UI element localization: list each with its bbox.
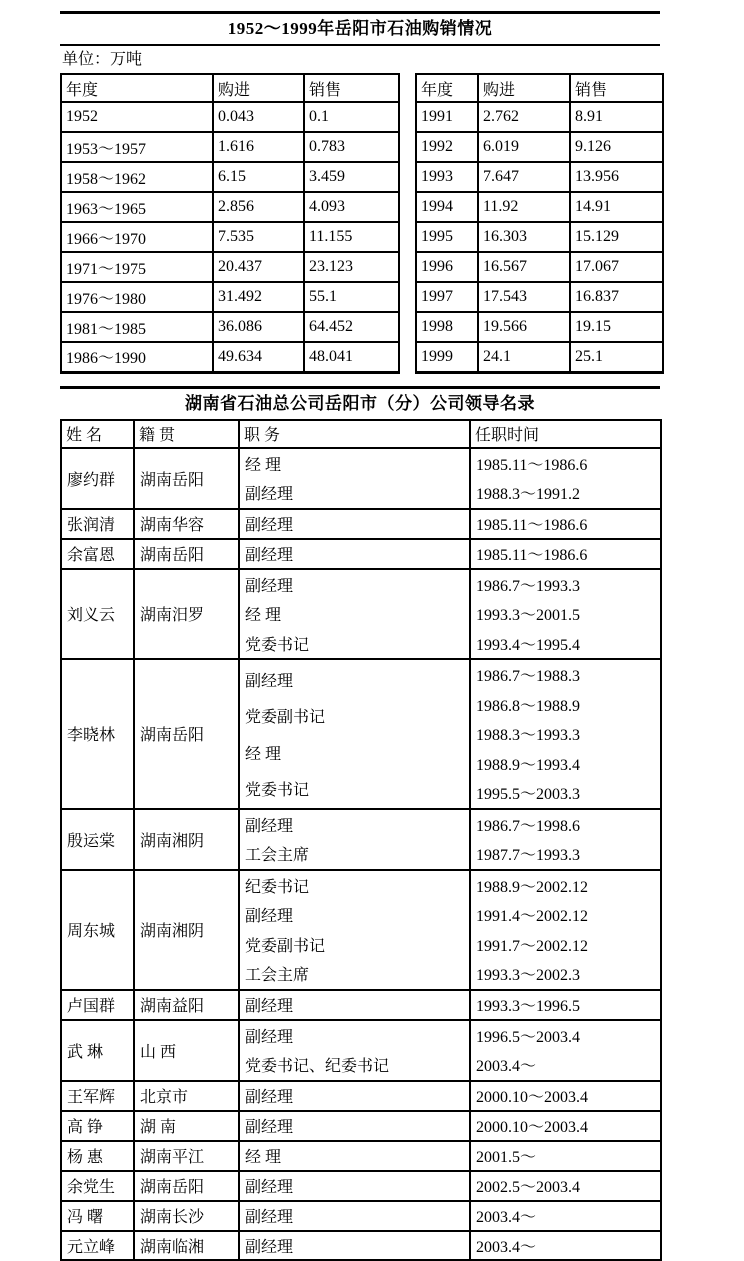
purchase-cell: 19.566 <box>478 312 570 342</box>
col-header-year: 年度 <box>416 74 478 102</box>
tenure-entry: 1991.7～2002.12 <box>476 937 589 955</box>
col-header-origin: 籍 贯 <box>134 420 239 448</box>
year-cell: 1995 <box>416 222 478 252</box>
position-entry: 经 理 <box>245 456 282 474</box>
leader-tenures: 2003.4～ <box>470 1201 661 1231</box>
position-entry: 副经理 <box>245 486 294 504</box>
purchase-cell: 49.634 <box>213 342 304 372</box>
table-row <box>61 1171 661 1201</box>
leader-positions <box>239 569 470 660</box>
leader-positions <box>239 1020 470 1081</box>
col-header-sales: 销售 <box>304 74 399 102</box>
petro-table-title: 1952～1999年岳阳市石油购销情况 <box>227 19 493 38</box>
position-entry: 副经理 <box>245 672 294 690</box>
sales-cell: 64.452 <box>304 312 399 342</box>
table-header-row <box>61 420 661 448</box>
leaders-table-title: 湖南省石油总公司岳阳市（分）公司领导名录 <box>185 393 535 413</box>
col-header-year: 年度 <box>61 74 213 102</box>
leader-tenures <box>470 809 661 870</box>
leader-tenures: 2001.5～ <box>470 1141 661 1171</box>
leader-name: 冯 曙 <box>61 1201 134 1231</box>
table-row <box>61 1020 661 1081</box>
position-entry: 党委副书记 <box>245 709 326 726</box>
table-row <box>61 1111 661 1141</box>
sales-cell: 9.126 <box>570 132 663 162</box>
tenure-entry: 1988.9～1993.4 <box>476 756 581 774</box>
leader-positions: 副经理 <box>239 1111 470 1141</box>
purchase-cell: 20.437 <box>213 252 304 282</box>
leader-name: 元立峰 <box>61 1231 134 1261</box>
unit-label: 单位：万吨 <box>62 51 143 68</box>
leader-tenures <box>470 659 661 809</box>
leader-positions <box>239 659 470 809</box>
table-row <box>416 282 663 312</box>
leader-name: 高 铮 <box>61 1111 134 1141</box>
purchase-cell: 2.762 <box>478 102 570 132</box>
year-cell: 1963～1965 <box>61 192 213 222</box>
table-row <box>61 342 399 372</box>
purchase-cell: 11.92 <box>478 192 570 222</box>
sales-cell: 0.1 <box>304 102 399 132</box>
leader-origin: 湖南湘阴 <box>134 809 239 870</box>
tenure-entry: 2003.4～ <box>476 1058 537 1076</box>
position-entry: 工会主席 <box>245 847 310 865</box>
table-row <box>416 162 663 192</box>
table-row <box>61 162 399 192</box>
position-entry: 副经理 <box>245 577 294 595</box>
table-row <box>61 222 399 252</box>
leader-tenures: 2000.10～2003.4 <box>470 1081 661 1111</box>
year-cell: 1999 <box>416 342 478 372</box>
purchase-cell: 31.492 <box>213 282 304 312</box>
tenure-entry: 1986.7～1998.6 <box>476 817 581 835</box>
year-cell: 1952 <box>61 102 213 132</box>
leader-name: 廖约群 <box>61 448 134 509</box>
leaders-table <box>60 419 662 1261</box>
petro-tables <box>60 73 660 374</box>
leader-origin: 湖南岳阳 <box>134 1171 239 1201</box>
table-row <box>61 192 399 222</box>
tenure-entry: 1988.3～1993.3 <box>476 727 581 745</box>
sales-cell: 25.1 <box>570 342 663 372</box>
tenure-entry: 1991.4～2002.12 <box>476 908 589 926</box>
leader-positions: 副经理 <box>239 539 470 569</box>
leader-tenures: 2003.4～ <box>470 1231 661 1261</box>
leader-origin: 山 西 <box>134 1020 239 1081</box>
col-header-position: 职 务 <box>239 420 470 448</box>
col-header-sales: 销售 <box>570 74 663 102</box>
col-header-name: 姓 名 <box>61 420 134 448</box>
leader-tenures <box>470 448 661 509</box>
leader-name: 刘义云 <box>61 569 134 660</box>
leader-positions: 副经理 <box>239 1081 470 1111</box>
table-row <box>61 1201 661 1231</box>
table-header-row <box>61 74 399 102</box>
leader-positions <box>239 870 470 990</box>
position-entry: 副经理 <box>245 908 294 926</box>
purchase-cell: 6.019 <box>478 132 570 162</box>
leader-origin: 湖南平江 <box>134 1141 239 1171</box>
purchase-cell: 1.616 <box>213 132 304 162</box>
tenure-entry: 1995.5～2003.3 <box>476 786 581 804</box>
leader-origin: 湖南临湘 <box>134 1231 239 1261</box>
sales-cell: 17.067 <box>570 252 663 282</box>
year-cell: 1996 <box>416 252 478 282</box>
purchase-cell: 0.043 <box>213 102 304 132</box>
tenure-entry: 1996.5～2003.4 <box>476 1028 581 1046</box>
sales-cell: 19.15 <box>570 312 663 342</box>
position-entry: 党委书记 <box>245 636 310 654</box>
year-cell: 1958～1962 <box>61 162 213 192</box>
leader-origin: 湖南汨罗 <box>134 569 239 660</box>
leader-origin: 湖南岳阳 <box>134 659 239 809</box>
year-cell: 1986～1990 <box>61 342 213 372</box>
leader-origin: 湖南华容 <box>134 509 239 539</box>
table-row <box>61 870 661 990</box>
tenure-entry: 1988.9～2002.12 <box>476 878 589 896</box>
year-cell: 1971～1975 <box>61 252 213 282</box>
sales-cell: 11.155 <box>304 222 399 252</box>
sales-cell: 14.91 <box>570 192 663 222</box>
leader-name: 武 琳 <box>61 1020 134 1081</box>
leader-name: 周东城 <box>61 870 134 990</box>
leader-name: 余党生 <box>61 1171 134 1201</box>
position-entry: 党委副书记 <box>245 937 326 955</box>
sales-cell: 16.837 <box>570 282 663 312</box>
table-row <box>61 569 661 660</box>
purchase-cell: 6.15 <box>213 162 304 192</box>
table-row <box>61 509 661 539</box>
sales-cell: 15.129 <box>570 222 663 252</box>
sales-cell: 4.093 <box>304 192 399 222</box>
leader-positions: 副经理 <box>239 509 470 539</box>
leader-tenures: 1985.11～1986.6 <box>470 539 661 569</box>
purchase-cell: 16.303 <box>478 222 570 252</box>
leader-tenures: 2002.5～2003.4 <box>470 1171 661 1201</box>
position-entry: 经 理 <box>245 745 282 763</box>
leader-positions: 经 理 <box>239 1141 470 1171</box>
table-row <box>61 1141 661 1171</box>
table-row <box>61 809 661 870</box>
year-cell: 1981～1985 <box>61 312 213 342</box>
position-entry: 党委书记 <box>245 782 310 799</box>
document-content <box>60 0 660 1261</box>
position-entry: 党委书记、纪委书记 <box>245 1058 390 1076</box>
leader-positions: 副经理 <box>239 990 470 1020</box>
year-cell: 1998 <box>416 312 478 342</box>
table-row <box>416 102 663 132</box>
table-row <box>61 659 661 809</box>
leader-origin: 湖南长沙 <box>134 1201 239 1231</box>
year-cell: 1976～1980 <box>61 282 213 312</box>
table-row <box>416 342 663 372</box>
purchase-cell: 24.1 <box>478 342 570 372</box>
tenure-entry: 1988.3～1991.2 <box>476 486 581 504</box>
table-row <box>416 132 663 162</box>
sales-cell: 23.123 <box>304 252 399 282</box>
purchase-cell: 16.567 <box>478 252 570 282</box>
tenure-entry: 1985.11～1986.6 <box>476 456 588 474</box>
sales-cell: 3.459 <box>304 162 399 192</box>
position-entry: 工会主席 <box>245 967 310 985</box>
year-cell: 1997 <box>416 282 478 312</box>
leader-positions: 副经理 <box>239 1231 470 1261</box>
table-row <box>61 102 399 132</box>
year-cell: 1966～1970 <box>61 222 213 252</box>
leader-origin: 湖南岳阳 <box>134 448 239 509</box>
col-header-tenure: 任职时间 <box>470 420 661 448</box>
col-header-purchase: 购进 <box>478 74 570 102</box>
tenure-entry: 1993.3～2002.3 <box>476 967 581 985</box>
table-row <box>61 990 661 1020</box>
tenure-entry: 1986.7～1988.3 <box>476 668 581 686</box>
purchase-cell: 7.647 <box>478 162 570 192</box>
leader-positions: 副经理 <box>239 1171 470 1201</box>
table-row <box>61 1081 661 1111</box>
leader-name: 王军辉 <box>61 1081 134 1111</box>
year-cell: 1991 <box>416 102 478 132</box>
leader-origin: 湖南湘阴 <box>134 870 239 990</box>
purchase-cell: 17.543 <box>478 282 570 312</box>
leader-origin: 湖 南 <box>134 1111 239 1141</box>
tenure-entry: 1986.7～1993.3 <box>476 577 581 595</box>
leader-tenures <box>470 870 661 990</box>
leader-name: 张润清 <box>61 509 134 539</box>
leader-name: 杨 惠 <box>61 1141 134 1171</box>
leader-name: 李晓林 <box>61 659 134 809</box>
sales-cell: 48.041 <box>304 342 399 372</box>
leader-positions <box>239 809 470 870</box>
leader-origin: 北京市 <box>134 1081 239 1111</box>
leader-tenures <box>470 1020 661 1081</box>
table-row <box>61 539 661 569</box>
table-row <box>61 252 399 282</box>
sales-cell: 8.91 <box>570 102 663 132</box>
table-row <box>61 312 399 342</box>
table-row <box>61 1231 661 1261</box>
year-cell: 1992 <box>416 132 478 162</box>
leader-tenures: 2000.10～2003.4 <box>470 1111 661 1141</box>
leader-name: 殷运棠 <box>61 809 134 870</box>
table-row <box>416 312 663 342</box>
petro-table-left <box>60 73 400 374</box>
leader-positions: 副经理 <box>239 1201 470 1231</box>
petro-table-right <box>415 73 664 374</box>
table-row <box>416 222 663 252</box>
leader-origin: 湖南岳阳 <box>134 539 239 569</box>
leader-name: 卢国群 <box>61 990 134 1020</box>
sales-cell: 13.956 <box>570 162 663 192</box>
year-cell: 1994 <box>416 192 478 222</box>
leader-origin: 湖南益阳 <box>134 990 239 1020</box>
sales-cell: 0.783 <box>304 132 399 162</box>
table-row <box>416 252 663 282</box>
leader-positions <box>239 448 470 509</box>
table-row <box>416 192 663 222</box>
leader-tenures: 1985.11～1986.6 <box>470 509 661 539</box>
leader-tenures <box>470 569 661 660</box>
year-cell: 1993 <box>416 162 478 192</box>
table-row <box>61 282 399 312</box>
col-header-purchase: 购进 <box>213 74 304 102</box>
tenure-entry: 1993.3～2001.5 <box>476 607 581 625</box>
table-row <box>61 448 661 509</box>
tenure-entry: 1987.7～1993.3 <box>476 847 581 865</box>
position-entry: 纪委书记 <box>245 878 310 896</box>
sales-cell: 55.1 <box>304 282 399 312</box>
tenure-entry: 1986.8～1988.9 <box>476 697 581 715</box>
position-entry: 副经理 <box>245 1028 294 1046</box>
position-entry: 经 理 <box>245 607 282 625</box>
leader-name: 余富恩 <box>61 539 134 569</box>
purchase-cell: 7.535 <box>213 222 304 252</box>
leader-tenures: 1993.3～1996.5 <box>470 990 661 1020</box>
table-header-row <box>416 74 663 102</box>
table-row <box>61 132 399 162</box>
year-cell: 1953～1957 <box>61 132 213 162</box>
tenure-entry: 1993.4～1995.4 <box>476 636 581 654</box>
position-entry: 副经理 <box>245 817 294 835</box>
purchase-cell: 36.086 <box>213 312 304 342</box>
purchase-cell: 2.856 <box>213 192 304 222</box>
